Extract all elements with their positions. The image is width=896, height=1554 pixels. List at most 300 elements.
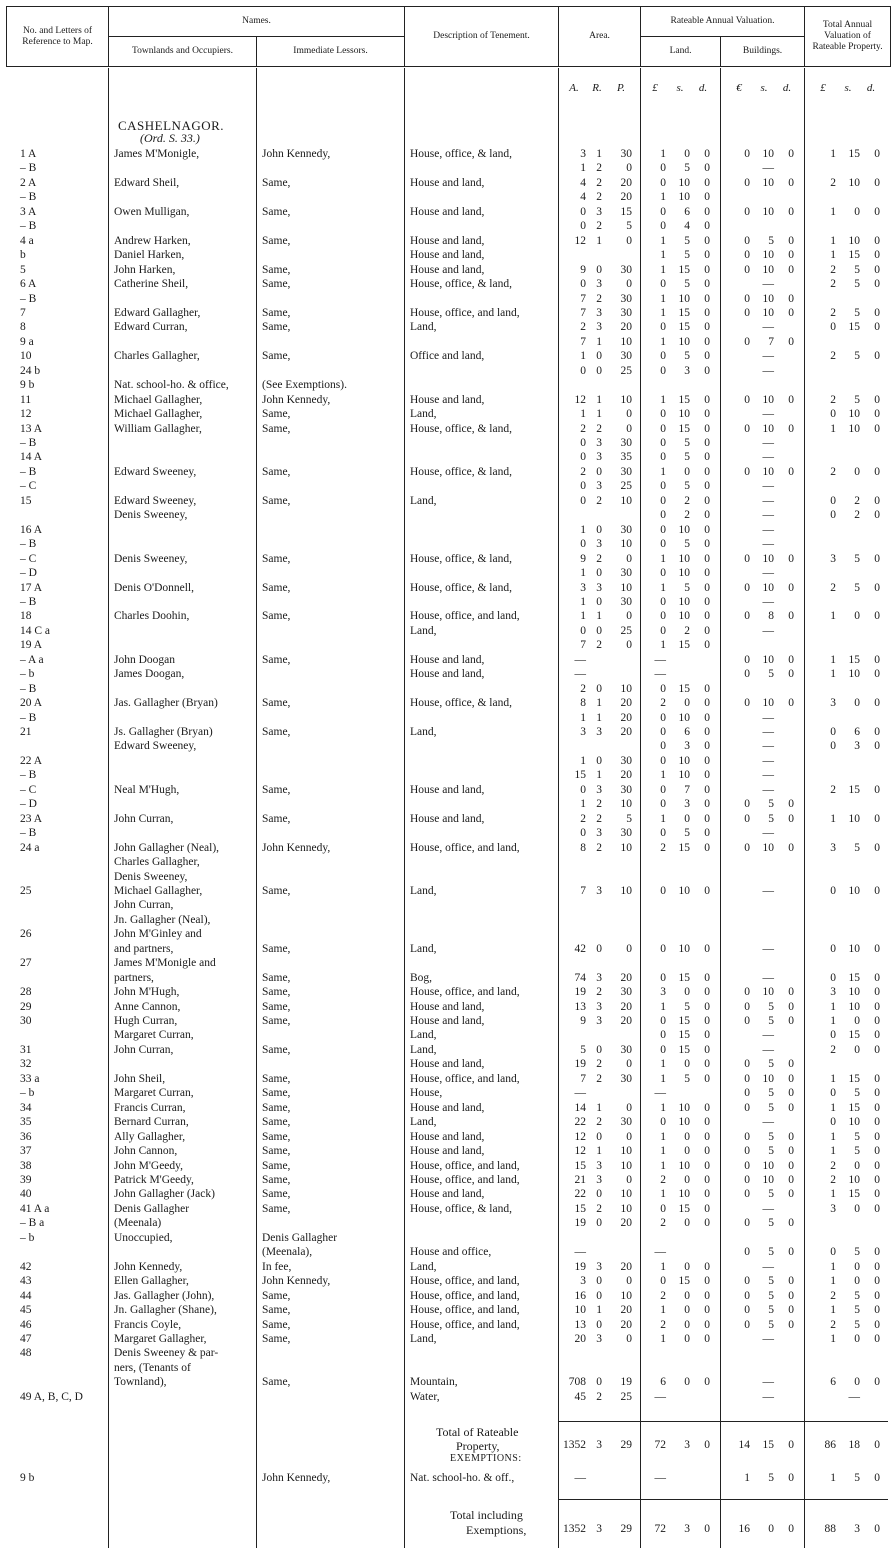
table-row (0, 813, 896, 826)
land-pence: 0 (704, 1332, 710, 1345)
buildings-shillings: — (762, 596, 774, 608)
area-perches: 20 (620, 726, 632, 738)
tenement-description: House, office, & land, (410, 697, 512, 710)
land-pence: 0 (704, 1058, 710, 1071)
area-roods: 1 (596, 1101, 602, 1114)
map-reference: – B a (20, 1217, 45, 1230)
buildings-pence: 0 (788, 1101, 794, 1114)
total-rule (558, 1499, 888, 1500)
tenement-description: Land, (410, 1043, 437, 1056)
land-pence: 0 (704, 480, 710, 493)
area-acres: 19 (574, 1217, 586, 1230)
area-acres: 20 (574, 1332, 586, 1345)
occupier-name: Patrick M'Geedy, (114, 1174, 194, 1186)
area-perches: 35 (620, 451, 632, 464)
buildings-shillings: 5 (768, 1304, 774, 1316)
area-perches: 0 (626, 1332, 632, 1345)
buildings-shillings: — (762, 480, 774, 493)
land-pence: 0 (704, 306, 710, 319)
total-pence: 0 (874, 1472, 880, 1484)
lessor-name: Same, (262, 1332, 291, 1345)
area-roods: 3 (596, 1159, 602, 1172)
buildings-shillings: 8 (768, 610, 774, 623)
buildings-pence: 0 (788, 1000, 794, 1013)
land-shillings: 10 (678, 567, 690, 579)
buildings-pounds: 0 (744, 1304, 750, 1316)
table-row (0, 972, 896, 985)
table-row (0, 610, 896, 623)
total-pence: 0 (874, 552, 880, 565)
land-shillings: 15 (678, 321, 690, 334)
table-row (0, 914, 896, 927)
land-shillings: 0 (684, 1304, 690, 1316)
land-pounds: 0 (660, 942, 666, 955)
land-shillings: 0 (684, 1289, 690, 1302)
buildings-pence: 0 (788, 249, 794, 262)
total-pounds: 2 (830, 1174, 836, 1186)
total-shillings: 10 (848, 408, 860, 421)
map-reference: – D (20, 798, 37, 811)
occupier-name: Jas. Gallagher (Bryan) (114, 697, 218, 710)
table-row (0, 148, 896, 161)
area-roods: 0 (596, 1043, 602, 1056)
table-row (0, 1203, 896, 1216)
total-shillings: 5 (854, 1087, 860, 1100)
map-reference: 15 (20, 494, 32, 507)
buildings-pounds: 0 (744, 263, 750, 276)
table-row (0, 307, 896, 320)
land-shillings: 10 (678, 884, 690, 897)
land-pounds: 0 (660, 494, 666, 507)
map-reference: – C (20, 552, 37, 565)
table-row (0, 668, 896, 681)
total-pounds: 2 (830, 1289, 836, 1302)
buildings-shillings: — (762, 509, 774, 522)
lessor-name: Same, (262, 1174, 291, 1186)
total-shillings: 0 (854, 205, 860, 218)
occupier-name: Francis Curran, (114, 1101, 186, 1114)
table-row (0, 871, 896, 884)
buildings-pounds: 0 (744, 1188, 750, 1201)
land-pence: 0 (704, 596, 710, 608)
area-acres: 2 (580, 682, 586, 695)
total-shillings: 0 (854, 1260, 860, 1273)
total-pence: 0 (874, 148, 880, 160)
lessor-name: Same, (262, 1202, 291, 1215)
area-acres: 0 (580, 783, 586, 796)
land-shillings: 10 (678, 292, 690, 305)
total-pence: 0 (874, 653, 880, 666)
total-pence: 0 (874, 408, 880, 421)
total-pence: 0 (874, 306, 880, 319)
tenement-description: House, office, & land, (410, 278, 512, 290)
total-pounds: 1 (830, 1260, 836, 1273)
table-row (0, 740, 896, 753)
occupier-name: Andrew Harken, (114, 234, 191, 247)
lessor-name: (See Exemptions). (262, 379, 347, 392)
land-pounds: 1 (660, 465, 666, 478)
occupier-name: William Gallagher, (114, 422, 202, 435)
total-pence: 0 (874, 350, 880, 363)
map-reference: – B (20, 682, 37, 695)
table-row (0, 423, 896, 436)
lessor-name: Same, (262, 176, 291, 189)
buildings-shillings: — (762, 1202, 774, 1215)
buildings-pence: 0 (788, 1304, 794, 1316)
area-acres: 22 (574, 1188, 586, 1201)
header-description: Description of Tenement. (405, 7, 559, 67)
land-pence: 0 (704, 1000, 710, 1013)
land-shillings: 2 (684, 624, 690, 637)
area-perches: 0 (626, 639, 632, 652)
map-reference: – C (20, 480, 37, 493)
land-pounds: 0 (660, 205, 666, 218)
total-rule (558, 1421, 888, 1422)
total-pence: 0 (874, 1174, 880, 1186)
total-shillings: 0 (854, 1159, 860, 1172)
land-shillings: 15 (678, 422, 690, 435)
land-pence: 0 (704, 1304, 710, 1316)
land-shillings: 5 (684, 538, 690, 551)
buildings-pence: 0 (788, 176, 794, 189)
land-pence: 0 (704, 740, 710, 753)
total-shillings: 15 (848, 783, 860, 796)
land-pence: 0 (704, 1188, 710, 1201)
occupier-name: Neal M'Hugh, (114, 783, 180, 796)
area-acres: — (574, 653, 586, 666)
map-reference: 17 A (20, 581, 43, 594)
land-shillings: 5 (684, 162, 690, 175)
area-roods: 3 (596, 480, 602, 493)
area-acres: 2 (580, 812, 586, 825)
total-pence: 0 (874, 986, 880, 999)
total-shillings: 3 (854, 740, 860, 753)
occupier-name: partners, (114, 971, 154, 984)
tenement-description: House, office, and land, (410, 1289, 520, 1302)
map-reference: – B (20, 538, 37, 551)
table-row (0, 798, 896, 811)
area-roods: 0 (596, 1376, 602, 1389)
table-row (0, 524, 896, 537)
area-acres: 5 (580, 1043, 586, 1056)
land-pounds: 1 (660, 1072, 666, 1085)
buildings-shillings: 10 (762, 1159, 774, 1172)
occupier-name: Charles Doohin, (114, 610, 190, 623)
buildings-pence: 0 (788, 1145, 794, 1157)
lessor-name: Same, (262, 350, 291, 363)
map-reference: – A a (20, 653, 44, 666)
land-pounds: 2 (660, 841, 666, 854)
tenement-description: House and land, (410, 1058, 485, 1071)
occupier-name: John Harken, (114, 263, 176, 276)
buildings-shillings: 0 (768, 1523, 774, 1535)
occupier-name: Michael Gallagher, (114, 408, 203, 421)
area-roods: 3 (596, 205, 602, 218)
total-shillings: 2 (854, 494, 860, 507)
total-shillings: 10 (848, 1116, 860, 1129)
area-roods: 0 (596, 350, 602, 363)
total-shillings: 10 (848, 986, 860, 999)
buildings-pounds: 0 (744, 249, 750, 262)
total-pounds: 2 (830, 350, 836, 363)
total-pounds: 0 (830, 1116, 836, 1129)
unit-shilling: s. (676, 82, 684, 94)
land-shillings: 0 (684, 1130, 690, 1143)
total-shillings: 10 (848, 884, 860, 897)
land-pounds: 0 (660, 523, 666, 536)
area-acres: 15 (574, 769, 586, 782)
occupier-name: Francis Coyle, (114, 1318, 182, 1331)
total-pence: 0 (874, 465, 880, 478)
land-pounds: 0 (660, 509, 666, 522)
map-reference: 7 (20, 306, 26, 319)
land-pence: 0 (704, 1015, 710, 1027)
area-roods: 2 (596, 292, 602, 305)
area-acres: 8 (580, 841, 586, 854)
lessor-name: Same, (262, 205, 291, 218)
lessor-name: John Kennedy, (262, 1472, 331, 1484)
land-pounds: 0 (660, 162, 666, 175)
area-perches: 0 (626, 278, 632, 290)
buildings-shillings: 10 (762, 1174, 774, 1186)
table-row (0, 1275, 896, 1288)
land-pence: 0 (704, 624, 710, 637)
land-shillings: 15 (678, 1015, 690, 1027)
unit-euro: € (736, 82, 742, 94)
map-reference: 23 A (20, 812, 43, 825)
lessor-name: Same, (262, 1072, 291, 1085)
map-reference: 8 (20, 321, 26, 334)
land-pounds: 1 (660, 1101, 666, 1114)
buildings-pence: 0 (788, 668, 794, 681)
occupier-name: John Curran, (114, 899, 174, 912)
buildings-pence: 0 (788, 653, 794, 666)
occupier-name: Charles Gallagher, (114, 856, 200, 868)
land-pence: 0 (704, 567, 710, 579)
map-reference: 39 (20, 1174, 32, 1186)
total-pence: 0 (874, 1332, 880, 1345)
buildings-pence: 0 (788, 697, 794, 710)
area-roods: 2 (596, 812, 602, 825)
map-reference: 36 (20, 1130, 32, 1143)
buildings-shillings: — (762, 1116, 774, 1129)
area-perches: 10 (620, 494, 632, 507)
table-row (0, 654, 896, 667)
area-acres: 1 (580, 798, 586, 811)
total-pounds: 6 (830, 1376, 836, 1389)
total-shillings: 5 (854, 306, 860, 319)
total-pounds: 2 (830, 1159, 836, 1172)
map-reference: – B (20, 437, 37, 449)
land-shillings: 15 (678, 1029, 690, 1042)
lessor-name: Denis Gallagher (262, 1231, 338, 1244)
tenement-description: House and office, (410, 1246, 492, 1259)
buildings-shillings: — (762, 538, 774, 551)
map-reference: 22 A (20, 754, 43, 767)
occupier-name: Denis Sweeney, (114, 552, 188, 565)
area-acres: 0 (580, 205, 586, 218)
table-row (0, 321, 896, 334)
area-acres: 0 (580, 494, 586, 507)
area-roods: 0 (596, 1217, 602, 1230)
table-row (0, 683, 896, 696)
land-pounds: 0 (660, 884, 666, 897)
area-roods: 0 (596, 567, 602, 579)
total-pounds: 0 (830, 1029, 836, 1042)
total-pounds: 1 (830, 812, 836, 825)
land-pounds: 1 (660, 234, 666, 247)
tenement-description: Land, (410, 321, 437, 334)
area-acres: 1 (580, 711, 586, 724)
land-shillings: 10 (678, 711, 690, 724)
land-pounds: 0 (660, 408, 666, 421)
buildings-pence: 0 (788, 465, 794, 478)
buildings-shillings: — (762, 494, 774, 507)
table-row (0, 1188, 896, 1201)
tenement-description: House, office, & land, (410, 1202, 512, 1215)
area-perches: 0 (626, 1101, 632, 1114)
table-row (0, 1304, 896, 1317)
lessor-name: John Kennedy, (262, 841, 331, 854)
buildings-shillings: — (762, 451, 774, 464)
total-pounds: 1 (830, 422, 836, 435)
occupier-name: James M'Monigle and (114, 957, 216, 970)
land-pence: 0 (704, 451, 710, 464)
tenement-description: House and land, (410, 812, 485, 825)
area-roods: 2 (596, 422, 602, 435)
buildings-shillings: — (762, 350, 774, 363)
lessor-name: Same, (262, 1015, 291, 1027)
land-pence: 0 (704, 162, 710, 175)
lessor-name: Same, (262, 465, 291, 478)
buildings-pence: 0 (788, 1318, 794, 1331)
tenement-description: House, office, & land, (410, 148, 512, 160)
occupier-name: Edward Sheil, (114, 176, 180, 189)
total-shillings: 18 (848, 1439, 860, 1451)
area-roods: 2 (596, 841, 602, 854)
land-shillings: 3 (684, 798, 690, 811)
total-pence: 0 (874, 697, 880, 710)
map-reference: – B (20, 769, 37, 782)
land-pence: 0 (704, 986, 710, 999)
total-pence: 0 (874, 1260, 880, 1273)
land-shillings: 10 (678, 1188, 690, 1201)
land-pence: 0 (704, 783, 710, 796)
buildings-shillings: 5 (768, 668, 774, 681)
lessor-name: Same, (262, 552, 291, 565)
occupier-name: Edward Sweeney, (114, 740, 197, 753)
land-pounds: 6 (660, 1376, 666, 1389)
map-reference: 9 b (20, 1472, 35, 1484)
land-shillings: 10 (678, 335, 690, 348)
total-shillings: 10 (848, 942, 860, 955)
buildings-pence: 0 (788, 552, 794, 565)
map-reference: 25 (20, 884, 32, 897)
total-pounds: 3 (830, 697, 836, 710)
tenement-description: House, office, and land, (410, 1318, 520, 1331)
map-reference: 19 A (20, 639, 43, 652)
lessor-name: John Kennedy, (262, 148, 331, 160)
buildings-shillings: — (762, 162, 774, 175)
occupier-name: John M'Ginley and (114, 928, 202, 941)
total-pounds: 1 (830, 249, 836, 262)
land-shillings: 3 (684, 1439, 690, 1451)
buildings-shillings: 5 (768, 1000, 774, 1013)
buildings-shillings: — (762, 1029, 774, 1042)
map-reference: 1 A (20, 148, 37, 160)
buildings-pounds: 0 (744, 205, 750, 218)
total-pounds: 2 (830, 1318, 836, 1331)
total-shillings: 0 (854, 610, 860, 623)
lessor-name: Same, (262, 884, 291, 897)
area-roods: 2 (596, 1058, 602, 1071)
land-pounds: 0 (660, 971, 666, 984)
area-acres: 0 (580, 437, 586, 449)
land-pounds: 1 (660, 1332, 666, 1345)
table-row (0, 480, 896, 493)
map-reference: 11 (20, 393, 32, 406)
tenement-description: House and land, (410, 205, 485, 218)
area-roods: 3 (596, 1000, 602, 1013)
buildings-pounds: 0 (744, 1159, 750, 1172)
table-row (0, 1145, 896, 1158)
tenement-description: Land, (410, 1029, 437, 1042)
area-roods: 3 (596, 827, 602, 840)
buildings-pence: 0 (788, 1188, 794, 1201)
area-roods: 2 (596, 220, 602, 233)
area-perches: 10 (620, 1289, 632, 1302)
area-perches: 30 (620, 465, 632, 478)
buildings-pounds: 0 (744, 292, 750, 305)
buildings-pounds: 0 (744, 1015, 750, 1027)
area-perches: 30 (620, 783, 632, 796)
tenement-description: Land, (410, 942, 437, 955)
table-row (0, 1333, 896, 1346)
land-shillings: 5 (684, 1000, 690, 1013)
land-pence: 0 (704, 610, 710, 623)
occupier-name: John Kennedy, (114, 1260, 183, 1273)
column-header (6, 6, 891, 67)
area-perches: 10 (620, 393, 632, 406)
unit-roods: R. (592, 82, 602, 94)
area-acres: — (574, 1472, 586, 1484)
table-row (0, 1058, 896, 1071)
buildings-shillings: — (762, 1043, 774, 1056)
land-pounds: 0 (660, 321, 666, 334)
occupier-name: Jn. Gallagher (Shane), (114, 1304, 217, 1316)
land-pence: 0 (704, 1159, 710, 1172)
area-perches: 10 (620, 682, 632, 695)
occupier-name: Bernard Curran, (114, 1116, 189, 1129)
table-row (0, 639, 896, 652)
land-pence: 0 (704, 726, 710, 738)
total-including-label: Total including (450, 1508, 523, 1522)
land-pounds: 1 (660, 812, 666, 825)
buildings-shillings: — (762, 364, 774, 377)
area-acres: 3 (580, 1275, 586, 1288)
buildings-pence: 0 (788, 148, 794, 160)
map-reference: 12 (20, 408, 32, 421)
tenement-description: Land, (410, 726, 437, 738)
land-pence: 0 (704, 335, 710, 348)
table-row (0, 249, 896, 262)
map-reference: 24 b (20, 364, 41, 377)
buildings-pounds: 0 (744, 812, 750, 825)
map-reference: 5 (20, 263, 26, 276)
land-pence: 0 (704, 191, 710, 204)
total-pence: 0 (874, 1376, 880, 1389)
area-acres: 0 (580, 827, 586, 840)
